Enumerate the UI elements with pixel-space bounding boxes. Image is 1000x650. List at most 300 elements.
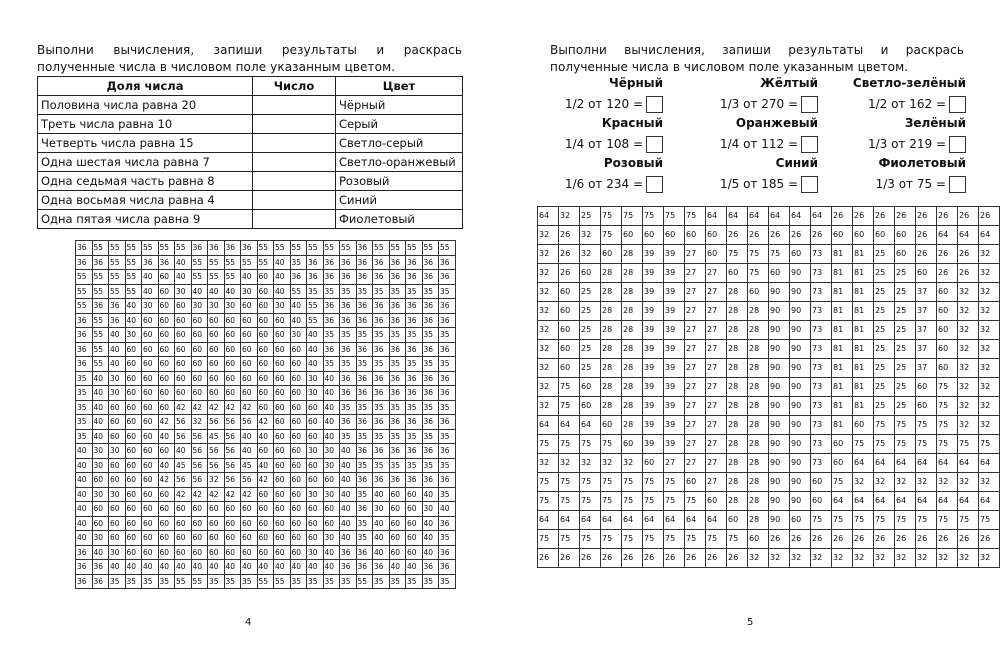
grid-cell[interactable]: 90: [790, 321, 811, 340]
grid-cell[interactable]: 32: [958, 549, 979, 568]
grid-cell[interactable]: 60: [389, 502, 406, 517]
grid-cell[interactable]: 55: [356, 574, 373, 589]
grid-cell[interactable]: 35: [373, 458, 390, 473]
grid-cell[interactable]: 26: [748, 226, 769, 245]
grid-cell[interactable]: 75: [727, 530, 748, 549]
grid-cell[interactable]: 25: [874, 340, 895, 359]
grid-cell[interactable]: 35: [373, 429, 390, 444]
grid-cell[interactable]: 27: [706, 359, 727, 378]
grid-cell[interactable]: 32: [538, 397, 559, 416]
answer-box[interactable]: [801, 96, 818, 113]
grid-cell[interactable]: 36: [373, 313, 390, 328]
grid-cell[interactable]: 28: [748, 492, 769, 511]
grid-cell[interactable]: 27: [706, 378, 727, 397]
grid-cell[interactable]: 36: [340, 270, 357, 285]
grid-cell[interactable]: 60: [224, 502, 241, 517]
grid-cell[interactable]: 60: [125, 516, 142, 531]
grid-cell[interactable]: 25: [874, 397, 895, 416]
grid-cell[interactable]: 32: [559, 207, 580, 226]
grid-cell[interactable]: 35: [109, 574, 126, 589]
grid-cell[interactable]: 35: [439, 328, 456, 343]
grid-cell[interactable]: 55: [274, 574, 291, 589]
grid-cell[interactable]: 55: [125, 284, 142, 299]
grid-cell[interactable]: 60: [323, 502, 340, 517]
grid-cell[interactable]: 36: [76, 560, 93, 575]
grid-cell[interactable]: 73: [811, 302, 832, 321]
grid-cell[interactable]: 81: [832, 340, 853, 359]
grid-cell[interactable]: 64: [937, 492, 958, 511]
grid-cell[interactable]: 75: [580, 530, 601, 549]
grid-cell[interactable]: 60: [175, 531, 192, 546]
grid-cell[interactable]: 60: [406, 487, 423, 502]
grid-cell[interactable]: 55: [208, 255, 225, 270]
grid-cell[interactable]: 60: [706, 226, 727, 245]
grid-cell[interactable]: 27: [664, 454, 685, 473]
grid-cell[interactable]: 36: [373, 342, 390, 357]
grid-cell[interactable]: 25: [895, 283, 916, 302]
grid-cell[interactable]: 64: [706, 511, 727, 530]
grid-cell[interactable]: 75: [748, 264, 769, 283]
grid-cell[interactable]: 75: [559, 530, 580, 549]
grid-cell[interactable]: 36: [373, 299, 390, 314]
grid-cell[interactable]: 40: [257, 560, 274, 575]
grid-cell[interactable]: 64: [832, 492, 853, 511]
grid-cell[interactable]: 26: [853, 530, 874, 549]
grid-cell[interactable]: 37: [916, 359, 937, 378]
grid-cell[interactable]: 36: [439, 545, 456, 560]
grid-cell[interactable]: 42: [257, 473, 274, 488]
grid-cell[interactable]: 60: [307, 473, 324, 488]
grid-cell[interactable]: 90: [790, 454, 811, 473]
grid-cell[interactable]: 36: [389, 415, 406, 430]
grid-cell[interactable]: 90: [790, 302, 811, 321]
grid-cell[interactable]: 28: [748, 454, 769, 473]
grid-cell[interactable]: 60: [622, 226, 643, 245]
grid-cell[interactable]: 36: [290, 270, 307, 285]
grid-cell[interactable]: 60: [109, 400, 126, 415]
grid-cell[interactable]: 40: [142, 284, 159, 299]
grid-cell[interactable]: 28: [748, 435, 769, 454]
grid-cell[interactable]: 36: [439, 299, 456, 314]
grid-cell[interactable]: 36: [422, 313, 439, 328]
grid-cell[interactable]: 36: [389, 371, 406, 386]
grid-cell[interactable]: 35: [389, 429, 406, 444]
grid-cell[interactable]: 35: [340, 357, 357, 372]
grid-cell[interactable]: 75: [685, 207, 706, 226]
grid-cell[interactable]: 39: [664, 264, 685, 283]
grid-cell[interactable]: 36: [356, 255, 373, 270]
grid-cell[interactable]: 35: [142, 574, 159, 589]
grid-cell[interactable]: 75: [664, 530, 685, 549]
grid-cell[interactable]: 40: [92, 429, 109, 444]
grid-cell[interactable]: 36: [340, 299, 357, 314]
grid-cell[interactable]: 40: [158, 560, 175, 575]
grid-cell[interactable]: 55: [340, 241, 357, 256]
grid-cell[interactable]: 75: [643, 492, 664, 511]
grid-cell[interactable]: 73: [811, 340, 832, 359]
grid-cell[interactable]: 55: [439, 241, 456, 256]
grid-cell[interactable]: 36: [406, 255, 423, 270]
grid-cell[interactable]: 36: [422, 386, 439, 401]
grid-cell[interactable]: 26: [769, 530, 790, 549]
grid-cell[interactable]: 36: [356, 270, 373, 285]
grid-cell[interactable]: 35: [406, 429, 423, 444]
grid-cell[interactable]: 64: [685, 511, 706, 530]
grid-cell[interactable]: 36: [340, 545, 357, 560]
grid-cell[interactable]: 36: [323, 255, 340, 270]
grid-cell[interactable]: 32: [538, 302, 559, 321]
grid-cell[interactable]: 60: [208, 516, 225, 531]
grid-cell[interactable]: 36: [439, 415, 456, 430]
grid-cell[interactable]: 36: [76, 545, 93, 560]
grid-cell[interactable]: 55: [175, 241, 192, 256]
grid-cell[interactable]: 60: [290, 342, 307, 357]
grid-cell[interactable]: 32: [811, 549, 832, 568]
grid-cell[interactable]: 26: [727, 549, 748, 568]
grid-cell[interactable]: 32: [958, 340, 979, 359]
grid-cell[interactable]: 60: [748, 283, 769, 302]
grid-cell[interactable]: 60: [142, 313, 159, 328]
grid-cell[interactable]: 55: [76, 284, 93, 299]
grid-cell[interactable]: 28: [601, 340, 622, 359]
grid-cell[interactable]: 64: [538, 207, 559, 226]
grid-cell[interactable]: 90: [769, 454, 790, 473]
grid-cell[interactable]: 56: [191, 473, 208, 488]
grid-cell[interactable]: 36: [439, 371, 456, 386]
grid-cell[interactable]: 60: [274, 342, 291, 357]
grid-cell[interactable]: 73: [811, 454, 832, 473]
grid-cell[interactable]: 60: [559, 302, 580, 321]
answer-box[interactable]: [949, 136, 966, 153]
grid-cell[interactable]: 55: [208, 270, 225, 285]
number-answer-cell[interactable]: [253, 153, 336, 172]
grid-cell[interactable]: 27: [706, 454, 727, 473]
grid-cell[interactable]: 75: [916, 511, 937, 530]
grid-cell[interactable]: 75: [937, 397, 958, 416]
grid-cell[interactable]: 75: [769, 245, 790, 264]
grid-cell[interactable]: 60: [142, 516, 159, 531]
grid-cell[interactable]: 32: [916, 473, 937, 492]
grid-cell[interactable]: 42: [224, 487, 241, 502]
grid-cell[interactable]: 60: [158, 502, 175, 517]
grid-cell[interactable]: 60: [685, 226, 706, 245]
answer-box[interactable]: [646, 176, 663, 193]
grid-cell[interactable]: 35: [406, 328, 423, 343]
grid-cell[interactable]: 75: [622, 492, 643, 511]
number-answer-cell[interactable]: [253, 210, 336, 229]
grid-cell[interactable]: 30: [92, 458, 109, 473]
grid-cell[interactable]: 64: [769, 207, 790, 226]
grid-cell[interactable]: 26: [559, 245, 580, 264]
grid-cell[interactable]: 26: [790, 226, 811, 245]
grid-cell[interactable]: 42: [224, 400, 241, 415]
grid-cell[interactable]: 60: [125, 531, 142, 546]
grid-cell[interactable]: 60: [125, 429, 142, 444]
grid-cell[interactable]: 35: [323, 357, 340, 372]
grid-cell[interactable]: 40: [76, 444, 93, 459]
grid-cell[interactable]: 60: [257, 516, 274, 531]
grid-cell[interactable]: 26: [916, 245, 937, 264]
grid-cell[interactable]: 75: [643, 530, 664, 549]
grid-cell[interactable]: 60: [895, 226, 916, 245]
grid-cell[interactable]: 36: [439, 342, 456, 357]
grid-cell[interactable]: 27: [685, 264, 706, 283]
grid-cell[interactable]: 35: [422, 328, 439, 343]
grid-cell[interactable]: 30: [92, 487, 109, 502]
grid-cell[interactable]: 36: [356, 415, 373, 430]
grid-cell[interactable]: 35: [323, 328, 340, 343]
grid-cell[interactable]: 64: [538, 416, 559, 435]
grid-cell[interactable]: 36: [373, 371, 390, 386]
grid-cell[interactable]: 40: [92, 415, 109, 430]
grid-cell[interactable]: 25: [895, 340, 916, 359]
answer-box[interactable]: [646, 136, 663, 153]
grid-cell[interactable]: 40: [109, 342, 126, 357]
grid-cell[interactable]: 39: [664, 245, 685, 264]
grid-cell[interactable]: 60: [937, 283, 958, 302]
grid-cell[interactable]: 28: [727, 492, 748, 511]
grid-cell[interactable]: 60: [257, 531, 274, 546]
grid-cell[interactable]: 60: [241, 502, 258, 517]
grid-cell[interactable]: 36: [208, 241, 225, 256]
grid-cell[interactable]: 64: [727, 207, 748, 226]
grid-cell[interactable]: 36: [323, 342, 340, 357]
grid-cell[interactable]: 64: [853, 492, 874, 511]
grid-cell[interactable]: 40: [323, 386, 340, 401]
grid-cell[interactable]: 64: [937, 226, 958, 245]
grid-cell[interactable]: 75: [559, 378, 580, 397]
grid-cell[interactable]: 60: [580, 264, 601, 283]
grid-cell[interactable]: 40: [109, 357, 126, 372]
grid-cell[interactable]: 60: [307, 415, 324, 430]
grid-cell[interactable]: 28: [727, 454, 748, 473]
grid-cell[interactable]: 32: [958, 397, 979, 416]
grid-cell[interactable]: 40: [340, 502, 357, 517]
grid-cell[interactable]: 36: [356, 342, 373, 357]
grid-cell[interactable]: 45: [175, 458, 192, 473]
grid-cell[interactable]: 30: [307, 371, 324, 386]
grid-cell[interactable]: 73: [811, 435, 832, 454]
grid-cell[interactable]: 60: [580, 378, 601, 397]
grid-cell[interactable]: 60: [109, 531, 126, 546]
grid-cell[interactable]: 27: [706, 302, 727, 321]
grid-cell[interactable]: 55: [109, 255, 126, 270]
grid-cell[interactable]: 40: [307, 560, 324, 575]
grid-cell[interactable]: 28: [748, 359, 769, 378]
grid-cell[interactable]: 60: [175, 371, 192, 386]
grid-cell[interactable]: 35: [125, 574, 142, 589]
grid-cell[interactable]: 40: [274, 560, 291, 575]
grid-cell[interactable]: 55: [109, 241, 126, 256]
grid-cell[interactable]: 36: [76, 574, 93, 589]
grid-cell[interactable]: 75: [895, 511, 916, 530]
grid-cell[interactable]: 60: [208, 371, 225, 386]
grid-cell[interactable]: 39: [664, 321, 685, 340]
grid-cell[interactable]: 28: [727, 302, 748, 321]
grid-cell[interactable]: 35: [439, 284, 456, 299]
grid-cell[interactable]: 60: [274, 313, 291, 328]
grid-cell[interactable]: 26: [727, 226, 748, 245]
grid-cell[interactable]: 30: [109, 386, 126, 401]
grid-cell[interactable]: 28: [601, 397, 622, 416]
grid-cell[interactable]: 25: [874, 359, 895, 378]
grid-cell[interactable]: 26: [958, 245, 979, 264]
grid-cell[interactable]: 73: [811, 283, 832, 302]
grid-cell[interactable]: 55: [307, 241, 324, 256]
grid-cell[interactable]: 27: [685, 321, 706, 340]
grid-cell[interactable]: 35: [76, 371, 93, 386]
grid-cell[interactable]: 60: [241, 357, 258, 372]
grid-cell[interactable]: 64: [601, 511, 622, 530]
grid-cell[interactable]: 32: [580, 454, 601, 473]
grid-cell[interactable]: 30: [307, 487, 324, 502]
grid-cell[interactable]: 35: [356, 328, 373, 343]
grid-cell[interactable]: 60: [895, 245, 916, 264]
grid-cell[interactable]: 36: [92, 255, 109, 270]
grid-cell[interactable]: 40: [241, 444, 258, 459]
grid-cell[interactable]: 60: [175, 545, 192, 560]
grid-cell[interactable]: 36: [406, 342, 423, 357]
grid-cell[interactable]: 36: [406, 313, 423, 328]
grid-cell[interactable]: 60: [142, 429, 159, 444]
grid-cell[interactable]: 32: [832, 549, 853, 568]
grid-cell[interactable]: 60: [664, 226, 685, 245]
grid-cell[interactable]: 36: [356, 444, 373, 459]
grid-cell[interactable]: 36: [439, 444, 456, 459]
grid-cell[interactable]: 75: [916, 416, 937, 435]
grid-cell[interactable]: 60: [853, 226, 874, 245]
grid-cell[interactable]: 32: [979, 264, 1000, 283]
grid-cell[interactable]: 75: [538, 530, 559, 549]
grid-cell[interactable]: 36: [406, 299, 423, 314]
grid-cell[interactable]: 36: [373, 473, 390, 488]
grid-cell[interactable]: 60: [937, 340, 958, 359]
grid-cell[interactable]: 40: [224, 560, 241, 575]
grid-cell[interactable]: 32: [769, 549, 790, 568]
grid-cell[interactable]: 40: [307, 357, 324, 372]
grid-cell[interactable]: 28: [727, 397, 748, 416]
grid-cell[interactable]: 56: [241, 415, 258, 430]
grid-cell[interactable]: 36: [356, 545, 373, 560]
grid-cell[interactable]: 56: [191, 444, 208, 459]
grid-cell[interactable]: 26: [769, 226, 790, 245]
grid-cell[interactable]: 36: [422, 299, 439, 314]
grid-cell[interactable]: 60: [191, 531, 208, 546]
grid-cell[interactable]: 27: [706, 283, 727, 302]
grid-cell[interactable]: 36: [422, 270, 439, 285]
grid-cell[interactable]: 32: [979, 340, 1000, 359]
grid-cell[interactable]: 27: [685, 435, 706, 454]
grid-cell[interactable]: 40: [92, 371, 109, 386]
grid-cell[interactable]: 35: [356, 487, 373, 502]
grid-cell[interactable]: 40: [439, 502, 456, 517]
grid-cell[interactable]: 55: [125, 270, 142, 285]
grid-cell[interactable]: 60: [142, 502, 159, 517]
grid-cell[interactable]: 25: [895, 302, 916, 321]
grid-cell[interactable]: 60: [175, 386, 192, 401]
grid-cell[interactable]: 60: [257, 357, 274, 372]
grid-cell[interactable]: 28: [622, 264, 643, 283]
grid-cell[interactable]: 36: [76, 241, 93, 256]
grid-cell[interactable]: 28: [748, 321, 769, 340]
grid-cell[interactable]: 55: [158, 241, 175, 256]
grid-cell[interactable]: 32: [895, 473, 916, 492]
grid-cell[interactable]: 56: [191, 458, 208, 473]
grid-cell[interactable]: 55: [92, 357, 109, 372]
grid-cell[interactable]: 27: [685, 416, 706, 435]
grid-cell[interactable]: 60: [208, 357, 225, 372]
grid-cell[interactable]: 60: [406, 531, 423, 546]
grid-cell[interactable]: 60: [125, 473, 142, 488]
grid-cell[interactable]: 36: [241, 241, 258, 256]
grid-cell[interactable]: 40: [307, 328, 324, 343]
grid-cell[interactable]: 55: [92, 342, 109, 357]
grid-cell[interactable]: 28: [601, 302, 622, 321]
grid-cell[interactable]: 75: [622, 207, 643, 226]
grid-cell[interactable]: 60: [601, 416, 622, 435]
grid-cell[interactable]: 60: [208, 386, 225, 401]
grid-cell[interactable]: 55: [224, 270, 241, 285]
grid-cell[interactable]: 32: [622, 454, 643, 473]
grid-cell[interactable]: 60: [274, 328, 291, 343]
grid-cell[interactable]: 35: [373, 400, 390, 415]
grid-cell[interactable]: 40: [76, 531, 93, 546]
grid-cell[interactable]: 32: [958, 302, 979, 321]
grid-cell[interactable]: 60: [175, 516, 192, 531]
grid-cell[interactable]: 64: [580, 511, 601, 530]
grid-cell[interactable]: 40: [340, 516, 357, 531]
grid-cell[interactable]: 40: [175, 270, 192, 285]
grid-cell[interactable]: 60: [257, 444, 274, 459]
grid-cell[interactable]: 28: [622, 397, 643, 416]
grid-cell[interactable]: 32: [958, 283, 979, 302]
grid-cell[interactable]: 55: [76, 270, 93, 285]
grid-cell[interactable]: 60: [323, 473, 340, 488]
grid-cell[interactable]: 75: [622, 473, 643, 492]
grid-cell[interactable]: 30: [208, 299, 225, 314]
grid-cell[interactable]: 60: [142, 400, 159, 415]
grid-cell[interactable]: 35: [356, 429, 373, 444]
grid-cell[interactable]: 35: [439, 487, 456, 502]
grid-cell[interactable]: 81: [832, 245, 853, 264]
grid-cell[interactable]: 60: [241, 328, 258, 343]
grid-cell[interactable]: 32: [979, 359, 1000, 378]
grid-cell[interactable]: 28: [727, 321, 748, 340]
grid-cell[interactable]: 40: [76, 473, 93, 488]
grid-cell[interactable]: 60: [241, 313, 258, 328]
grid-cell[interactable]: 60: [208, 531, 225, 546]
grid-cell[interactable]: 75: [832, 473, 853, 492]
grid-cell[interactable]: 55: [389, 241, 406, 256]
grid-cell[interactable]: 36: [158, 255, 175, 270]
grid-cell[interactable]: 60: [125, 545, 142, 560]
grid-cell[interactable]: 30: [191, 299, 208, 314]
grid-cell[interactable]: 35: [307, 574, 324, 589]
grid-cell[interactable]: 40: [125, 299, 142, 314]
grid-cell[interactable]: 40: [109, 560, 126, 575]
grid-cell[interactable]: 39: [643, 283, 664, 302]
grid-cell[interactable]: 35: [290, 574, 307, 589]
grid-cell[interactable]: 32: [853, 473, 874, 492]
grid-cell[interactable]: 90: [769, 340, 790, 359]
grid-cell[interactable]: 60: [224, 328, 241, 343]
grid-cell[interactable]: 32: [958, 378, 979, 397]
grid-cell[interactable]: 60: [109, 502, 126, 517]
grid-cell[interactable]: 30: [109, 487, 126, 502]
grid-cell[interactable]: 55: [406, 241, 423, 256]
grid-cell[interactable]: 39: [643, 435, 664, 454]
grid-cell[interactable]: 60: [580, 397, 601, 416]
